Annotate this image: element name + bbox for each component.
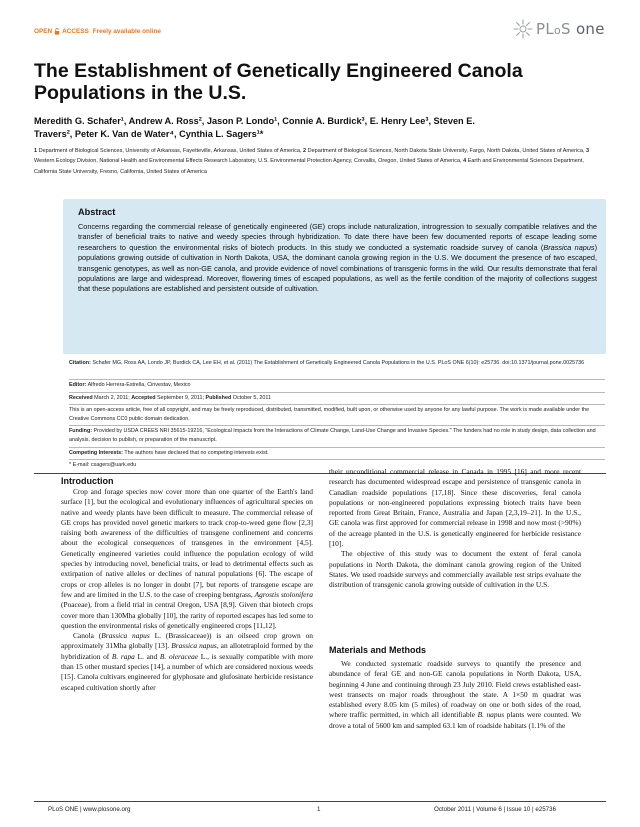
open-access-badge bbox=[34, 28, 161, 35]
abstract-heading: Abstract bbox=[78, 207, 116, 217]
introduction-heading: Introduction bbox=[61, 476, 114, 486]
plos-logo-icon bbox=[513, 19, 533, 39]
license: This is an open-access article, free of all copyright, and may be freely reproduced, distributed, transmitted, modified, built upon, or otherwise used by anyone for any lawful purpose. The work is made available under the Creative Commons CC0 public domain dedication. bbox=[69, 407, 590, 422]
left-column bbox=[61, 487, 313, 693]
abstract-text: Concerns regarding the commercial release of genetically engineered (GE) crops include naturalization, introgression to sexually compatible relatives and the transfer of beneficial traits to native and weedy species through hybridization. To date there have been few documented reports of escape leading some researchers to question the environmental risks of biotech products. In this study we conducted a systematic roadside survey of canola (Brassica napus) populations growing outside of cultivation in North Dakota, USA, the dominant canola growing region in the U.S. We document the presence of two escaped, transgenic genotypes, as well as non-GE canola, and provide evidence of novel combinations of transgenic forms in the wild. Our results demonstrate that feral populations are large and widespread. Moreover, flowering times of escaped populations, as well as the fertile condition of the majority of collections suggest that these populations are established and persistent outside of cultivation. bbox=[78, 222, 597, 294]
open-label: OPEN bbox=[34, 28, 53, 35]
divider bbox=[69, 392, 605, 393]
citation: Citation: Schafer MG, Ross AA, Londo JP, Burdick CA, Lee EH, et al. (2011) The Establishment of Genetically Engineered Canola Populations in the U.S. PLoS ONE 6(10): e25736. doi:10.1371/journal.pone.0025736 bbox=[69, 360, 585, 366]
freely-available-label: Freely available online bbox=[92, 28, 161, 35]
intro-paragraph-1: Crop and forage species now cover more than one quarter of the Earth's land surface [1], but the ecological and evolutionary influences of agricultural species on native and weedy plants have been difficult to measure. The commercial release of GE crops has provided novel genetic markers to track crop-to-weed gene flow [2,3] raising both awareness of the difficulties of transgene confinement and concerns about the ecological consequences of transgenes in the environment [4,5]. Genetically engineered varieties could influence the population ecology of wild species by introducing novel, beneficial traits, or lead to detrimental effects such as extirpation of native alleles or declines of natural populations [6]. The escape of crops or crop alleles is no longer in doubt [7], but reports of transgene escape are few and are limited in the U.S. to the case of creeping bentgrass, Agrostis stolonifera (Poaceae), from a field trial in central Oregon, USA [8,9]. Given that biotech crops cover more than 130Mha globally [10], the rarity of reported escapes has led some to question the environmental risks of genetically engineered crops [11,12]. bbox=[61, 487, 313, 630]
intro-paragraph-3: their unconditional commercial release in Canada in 1995 [16] and more recent research has documented widespread escape and persistence of transgenic canola in Canadian roadside populations [17,18]. Since these discoveries, feral canola populations or non-engineered populations expressing biotech traits have been reported from Great Britain, France, Australia and Japan [2,3,19–21]. In the U.S., GE canola was first approved for commercial release in 1998 and now most (>90%) of the acreage planted in the U.S. is genetically engineered for herbicide resistance [10]. bbox=[329, 467, 581, 549]
divider bbox=[69, 404, 605, 405]
competing-interests: Competing Interests: The authors have declared that no competing interests exist. bbox=[69, 450, 269, 456]
footer-rule bbox=[34, 801, 606, 802]
funding: Funding: Provided by USDA CREES NRI 35615-19216, "Ecological Impacts from the Interactions of Climate Change, Land-Use Change and Invasive Species." The funders had no role in study design, data collection and analysis, decision to publish, or preparation of the manuscript. bbox=[69, 428, 596, 443]
right-column bbox=[329, 467, 581, 591]
author-list: Meredith G. Schafer¹, Andrew A. Ross², Jason P. Londo¹, Connie A. Burdick³, E. Henry Lee³, Steven E. Travers², Peter K. Van de Water⁴, Cynthia L. Sagers¹* bbox=[34, 116, 475, 139]
affiliations: 1 Department of Biological Sciences, University of Arkansas, Fayetteville, Arkansas, United States of America, 2 Department of Biological Sciences, North Dakota State University, Fargo, North Dakota, United States of America, 3 Western Ecology Division, National Health and Environmental Effects Research Laboratory, U.S. Environmental Protection Agency, Corvallis, Oregon, United States of America, 4 Earth and Environmental Sciences Department, California State University, Fresno, California, United States of America bbox=[34, 148, 590, 175]
divider bbox=[69, 379, 605, 380]
methods-paragraph-1: We conducted systematic roadside surveys to quantify the presence and abundance of feral GE and non-GE canola populations in North Dakota, USA, beginning 4 June and continuing through 23 July 2010. Field crews established east-west transects on major roads throughout the state. A 1×50 m quadrat was established every 8.05 km (5 miles) of roadway on one or both sides of the road, where traffic permitted, in which all identifiable B. napus plants were counted. We drove a total of 5600 km and sampled 63.1 km of roadside habitats (1.1% of the bbox=[329, 659, 581, 730]
methods-heading: Materials and Methods bbox=[329, 645, 427, 655]
dates: Received March 2, 2011; Accepted September 9, 2011; Published October 5, 2011 bbox=[69, 395, 272, 401]
editor: Editor: Alfredo Herrera-Estrella, Cinvestav, Mexico bbox=[69, 382, 191, 388]
divider bbox=[69, 447, 605, 448]
intro-paragraph-4: The objective of this study was to document the extent of feral canola populations in North Dakota, the dominant canola growing region of the United States. We used roadside surveys and commercially available test strips evaluate the distribution of transgenic canola growing outside of cultivation in the U.S. bbox=[329, 549, 581, 590]
page-number: 1 bbox=[317, 806, 321, 813]
footer-journal: PLoS ONE | www.plosone.org bbox=[48, 806, 131, 813]
email: * E-mail: csagers@uark.edu bbox=[69, 462, 137, 468]
journal-wordmark: PLoS one bbox=[536, 20, 605, 38]
footer-issue: October 2011 | Volume 6 | Issue 10 | e25736 bbox=[434, 806, 557, 813]
divider bbox=[69, 459, 605, 460]
divider bbox=[69, 425, 605, 426]
journal-logo bbox=[513, 19, 605, 39]
intro-paragraph-2: Canola (Brassica napus L. (Brassicaceae)) is an oilseed crop grown on approximately 31Mha globally [13]. Brassica napus, an allotetraploid formed by the hybridization of B. rapa L. and B. oleraceae L., is sexually compatible with more than 15 other mustard species [14], a number of which are considered noxious weeds [15]. Canola cultivars engineered for glyphosate and glufosinate herbicide resistance escaped cultivation shortly after bbox=[61, 631, 314, 692]
methods-text bbox=[329, 659, 581, 731]
open-lock-icon bbox=[54, 28, 60, 35]
article-title: The Establishment of Genetically Engineered Canola Populations in the U.S. bbox=[34, 60, 523, 104]
access-label: ACCESS bbox=[62, 28, 89, 35]
